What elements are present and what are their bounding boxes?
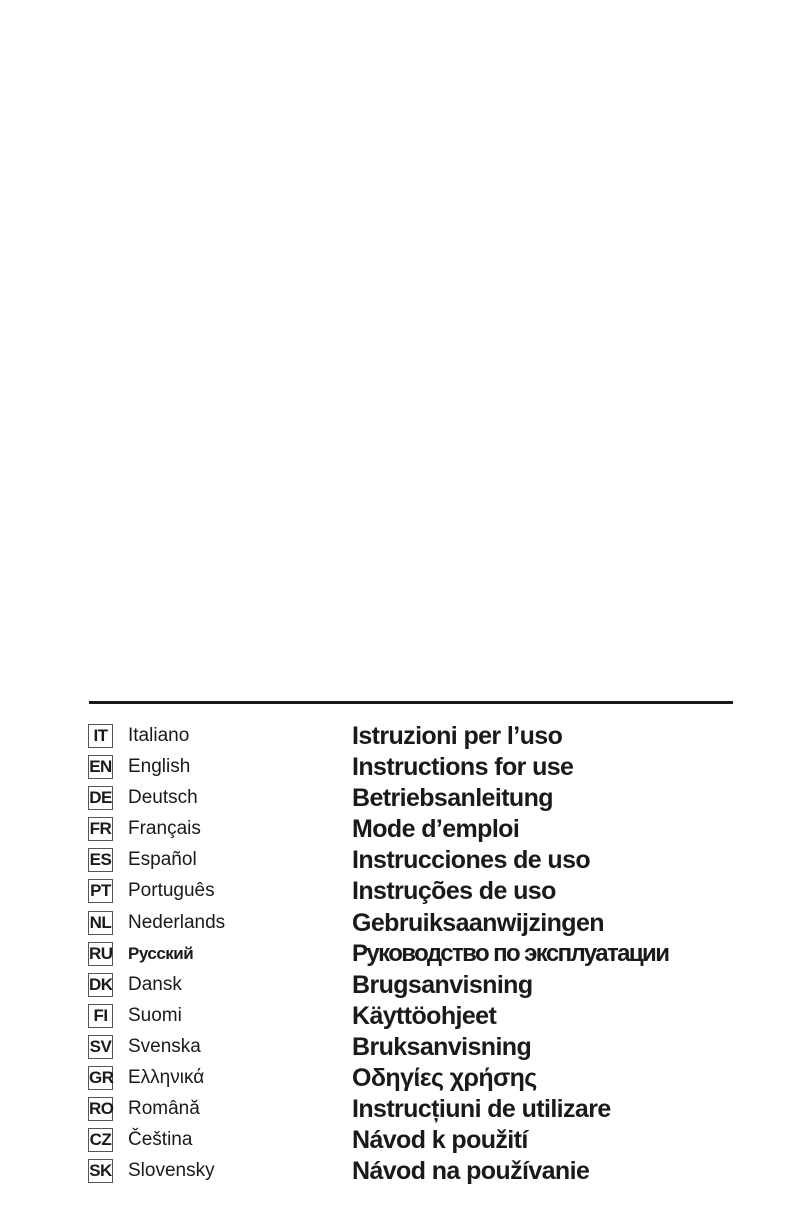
language-row-en [88,753,768,784]
language-row-sv [88,1033,768,1064]
language-code-badge: ES [88,848,113,872]
language-name: Ελληνικά [128,1067,205,1089]
language-row-pt [88,877,768,908]
manual-title: Brugsanvisning [352,970,533,999]
language-code-badge: SK [88,1159,113,1183]
language-row-fi [88,1002,768,1033]
manual-title: Instrucțiuni de utilizare [352,1095,611,1124]
language-code-badge: NL [88,911,113,935]
manual-title: Instrucciones de uso [352,846,591,875]
language-row-ru [88,940,768,971]
language-code-badge: DK [88,973,113,997]
language-row-de [88,784,768,815]
language-code-badge: DE [88,786,113,810]
language-row-cz [88,1126,768,1157]
language-name: Italiano [128,725,190,746]
language-name: Suomi [128,1004,182,1026]
manual-title: Istruzioni per l’uso [352,722,563,750]
manual-title: Instruções de uso [352,877,556,906]
manual-title: Käyttöohjeet [352,1001,497,1030]
language-name: Slovensky [128,1160,215,1182]
language-row-es [88,846,768,877]
language-row-dk [88,971,768,1002]
language-row-fr [88,815,768,846]
language-name: Русский [128,943,194,963]
language-name: English [128,756,191,778]
language-row-ro [88,1095,768,1126]
language-code-badge: GR [88,1066,113,1090]
language-name: Português [128,880,215,902]
language-code-badge: CZ [88,1128,113,1152]
language-name: Svenska [128,1035,201,1057]
manual-title: Betriebsanleitung [352,784,553,813]
language-name: Čeština [128,1129,193,1151]
language-name: Deutsch [128,787,198,809]
language-name: Dansk [128,973,182,995]
language-code-badge: RU [88,942,113,966]
language-row-nl [88,909,768,940]
manual-title: Mode d’emploi [352,815,520,844]
language-code-badge: FI [88,1004,113,1028]
manual-title: Návod k použití [352,1126,528,1155]
manual-title: Návod na používanie [352,1157,590,1186]
top-divider [89,701,733,704]
manual-title: Bruksanvisning [352,1032,532,1061]
language-code-badge: PT [88,879,113,903]
language-list [88,722,768,1188]
language-code-badge: RO [88,1097,113,1121]
language-code-badge: EN [88,755,113,779]
language-name: Română [128,1098,200,1120]
manual-title: Руководство по эксплуатации [352,939,669,967]
language-row-sk [88,1157,768,1188]
manual-title: Οδηγίες χρήσης [352,1064,537,1093]
language-row-gr [88,1064,768,1095]
language-code-badge: FR [88,817,113,841]
language-code-badge: IT [88,724,113,748]
manual-title: Gebruiksaanwijzingen [352,908,604,937]
manual-title: Instructions for use [352,753,574,782]
language-row-it [88,722,768,753]
language-name: Nederlands [128,911,226,933]
language-code-badge: SV [88,1035,113,1059]
language-name: Español [128,849,197,871]
language-name: Français [128,818,201,840]
